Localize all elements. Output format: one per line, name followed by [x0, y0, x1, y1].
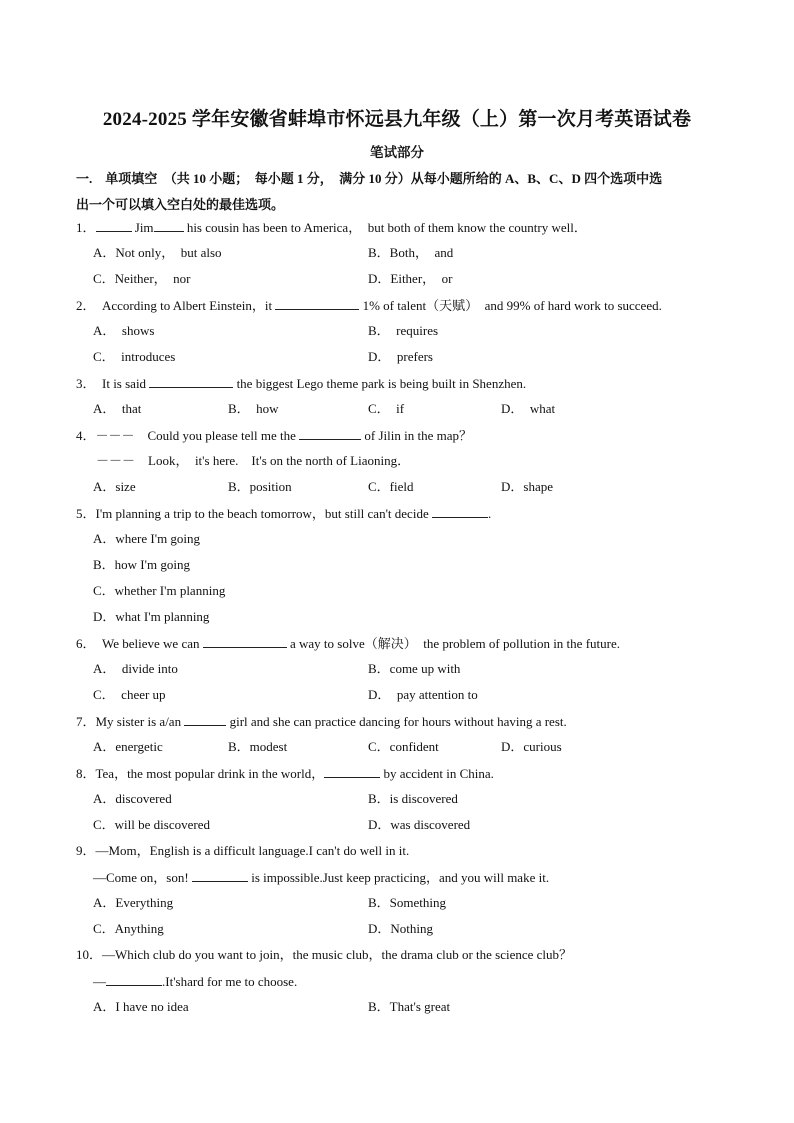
question-5-option-a: A．where I'm going — [93, 531, 201, 546]
question-8-option-d: D．was discovered — [368, 817, 471, 832]
question-7-option-a: A．energetic — [93, 739, 163, 754]
section-instruction-line-1: 一. 单项填空 （共 10 小题； 每小题 1 分， 满分 10 分）从每小题所给的 A、B、C、D 四个选项中选 — [76, 171, 663, 186]
question-1-option-c: C．Neither， nor — [93, 271, 191, 286]
question-7-option-c: C．confident — [368, 739, 439, 754]
question-6-option-d: D． pay attention to — [368, 687, 478, 702]
question-6-stem — [76, 635, 620, 652]
answer-blank — [154, 219, 184, 232]
question-10-stem-2 — [93, 973, 297, 990]
question-5-option-c: C．whether I'm planning — [93, 583, 226, 598]
question-9-stem-2 — [93, 869, 549, 886]
question-4-stem-2: －－－ Look， it's here. It's on the north of Liaoning． — [96, 453, 411, 468]
question-9-option-d: D．Nothing — [368, 921, 434, 936]
question-4-text-a: 4．－－－ Could you please tell me the — [76, 428, 300, 443]
question-7-option-b: B．modest — [228, 739, 288, 754]
question-3-option-a: A． that — [93, 401, 142, 416]
question-5-option-b: B．how I'm going — [93, 557, 190, 572]
question-3-option-c: C． if — [368, 401, 405, 416]
question-1-text-a: Jim — [131, 220, 154, 235]
section-instruction-line-2: 出一个可以填入空白处的最佳选项。 — [76, 197, 285, 212]
question-10-stem: 10．—Which club do you want to join，the music club，the drama club or the science club？ — [76, 947, 573, 962]
question-8-text-a: 8．Tea，the most popular drink in the world， — [76, 766, 325, 781]
question-10-text-a: — — [93, 974, 106, 989]
question-8-stem — [76, 765, 494, 782]
question-1-option-d: D．Either， or — [368, 271, 453, 286]
question-9-option-a: A．Everything — [93, 895, 174, 910]
answer-blank — [192, 869, 248, 882]
question-6-option-c: C． cheer up — [93, 687, 166, 702]
question-2-option-a: A． shows — [93, 323, 155, 338]
question-3-option-d: D． what — [501, 401, 556, 416]
question-1-stem — [76, 219, 587, 236]
question-9-option-b: B．Something — [368, 895, 447, 910]
answer-blank — [184, 713, 226, 726]
question-8-text-b: by accident in China. — [380, 766, 494, 781]
question-6-text-b: a way to solve（解决） the problem of pollution in the future. — [286, 636, 620, 651]
question-2-text-b: 1% of talent（天赋） and 99% of hard work to succeed. — [359, 298, 662, 313]
question-4-option-b: B．position — [228, 479, 292, 494]
exam-subtitle: 笔试部分 — [370, 145, 424, 160]
question-10-option-b: B．That's great — [368, 999, 451, 1014]
question-7-option-d: D．curious — [501, 739, 562, 754]
question-2-option-b: B． requires — [368, 323, 439, 338]
question-4-text-b: of Jilin in the map？ — [361, 428, 472, 443]
question-2-text-a: 2． According to Albert Einstein，it — [76, 298, 276, 313]
question-8-option-c: C．will be discovered — [93, 817, 210, 832]
answer-blank — [106, 973, 162, 986]
answer-blank — [149, 375, 233, 388]
question-1-number: 1． — [76, 220, 96, 235]
question-1-option-a: A．Not only， but also — [93, 245, 222, 260]
answer-blank — [324, 765, 380, 778]
question-3-text-b: the biggest Lego theme park is being built in Shenzhen. — [233, 376, 527, 391]
question-5-stem — [76, 505, 491, 522]
question-5-text-a: 5．I'm planning a trip to the beach tomorrow，but still can't decide — [76, 506, 432, 521]
question-9-text-a: —Come on，son! — [93, 870, 192, 885]
question-10-text-b: .It'shard for me to choose. — [162, 974, 298, 989]
question-8-option-a: A．discovered — [93, 791, 172, 806]
question-5-option-d: D．what I'm planning — [93, 609, 210, 624]
question-2-stem — [76, 297, 662, 314]
question-2-option-c: C． introduces — [93, 349, 176, 364]
question-8-option-b: B．is discovered — [368, 791, 458, 806]
answer-blank — [432, 505, 488, 518]
question-3-text-a: 3． It is said — [76, 376, 150, 391]
question-7-text-b: girl and she can practice dancing for hours without having a rest. — [226, 714, 567, 729]
question-10-option-a: A．I have no idea — [93, 999, 189, 1014]
question-1-text-b: his cousin has been to America， but both of them know the country well． — [183, 220, 587, 235]
question-7-stem — [76, 713, 567, 730]
question-2-option-d: D． prefers — [368, 349, 433, 364]
answer-blank — [275, 297, 359, 310]
question-4-option-a: A．size — [93, 479, 136, 494]
answer-blank — [203, 635, 287, 648]
question-4-stem — [76, 427, 472, 444]
question-1-option-b: B．Both， and — [368, 245, 454, 260]
question-3-option-b: B． how — [228, 401, 279, 416]
question-9-stem: 9．—Mom，English is a difficult language.I can't do well in it. — [76, 843, 410, 858]
question-6-option-b: B．come up with — [368, 661, 461, 676]
question-6-text-a: 6． We believe we can — [76, 636, 203, 651]
question-9-option-c: C．Anything — [93, 921, 164, 936]
section-instructions — [76, 166, 726, 218]
question-5-text-b: . — [487, 506, 492, 521]
question-9-text-b: is impossible.Just keep practicing，and you will make it. — [247, 870, 550, 885]
question-3-stem — [76, 375, 526, 392]
exam-title: 2024-2025 学年安徽省蚌埠市怀远县九年级（上）第一次月考英语试卷 — [102, 109, 692, 130]
question-6-option-a: A． divide into — [93, 661, 178, 676]
answer-blank — [96, 219, 132, 232]
question-4-option-d: D．shape — [501, 479, 553, 494]
question-4-option-c: C．field — [368, 479, 414, 494]
question-7-text-a: 7．My sister is a/an — [76, 714, 185, 729]
answer-blank — [299, 427, 361, 440]
